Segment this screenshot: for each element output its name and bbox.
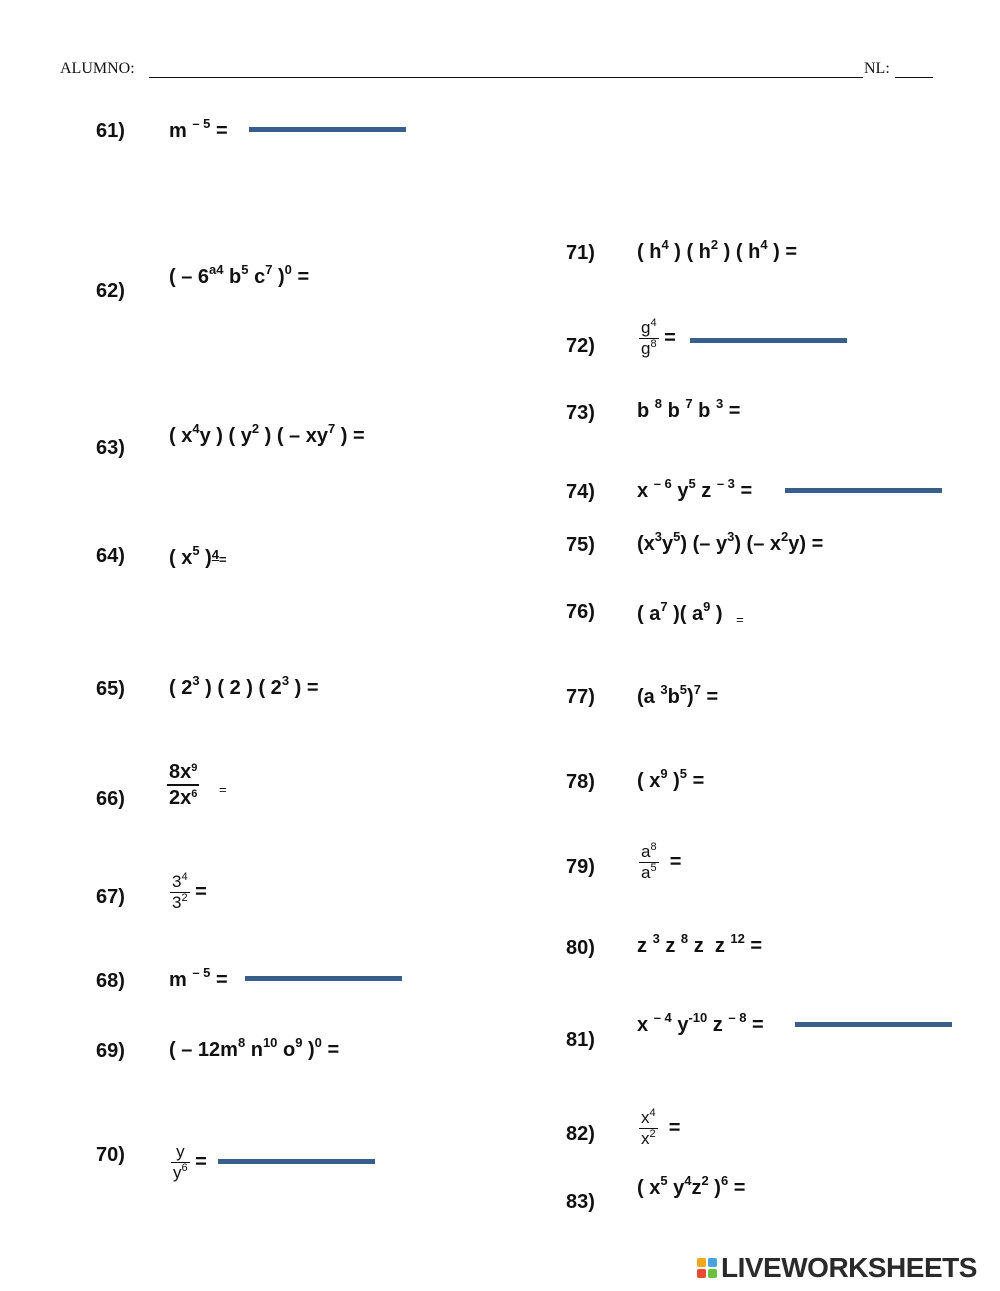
expression-69: ( – $12m^8$ $n^{10}$ $o^9$ )$^0$ = xyxy=(169,1035,340,1061)
exercise-number: 77) xyxy=(566,686,595,708)
exercise-number: 63) xyxy=(96,437,125,459)
expression-78: ( $x^9$ )$^5$ = xyxy=(637,766,705,792)
exercise-number: 74) xyxy=(566,481,595,503)
expression-65: ( $2^3$ ) ( 2 ) ( $2^3$ ) = xyxy=(169,673,319,699)
expression-76: ( $a^7$ )( $a^9$ ) $_=$ xyxy=(637,599,744,627)
answer-line[interactable] xyxy=(218,1159,375,1164)
exercise-number: 80) xyxy=(566,937,595,959)
answer-line[interactable] xyxy=(245,976,402,981)
exercise-number: 66) xyxy=(96,788,125,810)
exercise-number: 70) xyxy=(96,1144,125,1166)
expression-73: b $^8$ b $^7$ b $^3$ = xyxy=(637,396,741,422)
exercise-number: 76) xyxy=(566,601,595,623)
exercise-number: 61) xyxy=(96,120,125,142)
answer-line[interactable] xyxy=(249,127,406,132)
expression-74: x $^{- 6}$ $y^5$ z $^{- 3}$ = xyxy=(637,476,753,502)
answer-line[interactable] xyxy=(690,338,847,343)
expression-79: $\frac{a^8}{a^5}$ = xyxy=(641,841,682,882)
exercise-number: 78) xyxy=(566,771,595,793)
expression-77: (a $^3b^5)^7$ = xyxy=(637,682,719,708)
expression-67: $\frac{3^4}{3^2}$ = xyxy=(172,871,207,912)
exercise-number: 64) xyxy=(96,545,125,567)
exercise-number: 67) xyxy=(96,886,125,908)
exercise-number: 62) xyxy=(96,280,125,302)
liveworksheets-logo xyxy=(697,1252,977,1284)
expression-70: $\frac{y}{y^6}$ = xyxy=(173,1142,207,1182)
exercise-number: 73) xyxy=(566,402,595,424)
expression-72: $\frac{g^4}{g^8}$ = xyxy=(641,317,676,358)
expression-63: ( $x^4y$ ) ( $y^2$ ) ( – $xy^7$ ) = xyxy=(169,421,365,447)
expression-71: ( $h^4$ ) ( $h^2$ ) ( $h^4$ ) = xyxy=(637,237,798,263)
expression-64: ( $x^5$ )$^4$= xyxy=(169,543,227,569)
expression-62: ( – $6^{a4}$ $b^5$ $c^7$ )$^0$ = xyxy=(169,262,310,288)
exercise-number: 65) xyxy=(96,678,125,700)
nl-number-line[interactable] xyxy=(895,77,933,78)
answer-line[interactable] xyxy=(785,488,942,493)
answer-line[interactable] xyxy=(795,1022,952,1027)
alumno-name-line[interactable] xyxy=(149,77,863,78)
expression-83: ( $x^5$ $y^4z^2$ )$^6$ = xyxy=(637,1173,746,1199)
exercise-number: 75) xyxy=(566,534,595,556)
expression-82: $\frac{x^4}{x^2}$ = xyxy=(641,1107,681,1148)
exercise-number: 82) xyxy=(566,1123,595,1145)
expression-80: z $^3$ z $^8$ z z $^{12}$ = xyxy=(637,931,763,957)
exercise-number: 69) xyxy=(96,1040,125,1062)
liveworksheets-logo-icon xyxy=(697,1258,717,1278)
exercise-number: 71) xyxy=(566,242,595,264)
exercise-number: 83) xyxy=(566,1191,595,1213)
expression-66: $\frac{8x^9}{2x^6}$ $_=$ xyxy=(169,761,227,809)
exercise-number: 81) xyxy=(566,1029,595,1051)
expression-75: $(x^3y^5)$ (– $y^3$) (– $x^2y$) = xyxy=(637,529,824,555)
expression-68: m $^{- 5}$ = xyxy=(169,965,228,991)
expression-81: x $^{- 4}$ $y^{-10}$ z $^{- 8}$ = xyxy=(637,1010,764,1036)
exercise-number: 79) xyxy=(566,856,595,878)
exercise-number: 68) xyxy=(96,970,125,992)
nl-label: NL: xyxy=(864,60,890,77)
expression-61: m $^{- 5}$ = xyxy=(169,116,228,142)
exercise-number: 72) xyxy=(566,335,595,357)
alumno-label: ALUMNO: xyxy=(60,60,135,77)
brand-name: LIVEWORKSHEETS xyxy=(721,1252,977,1283)
